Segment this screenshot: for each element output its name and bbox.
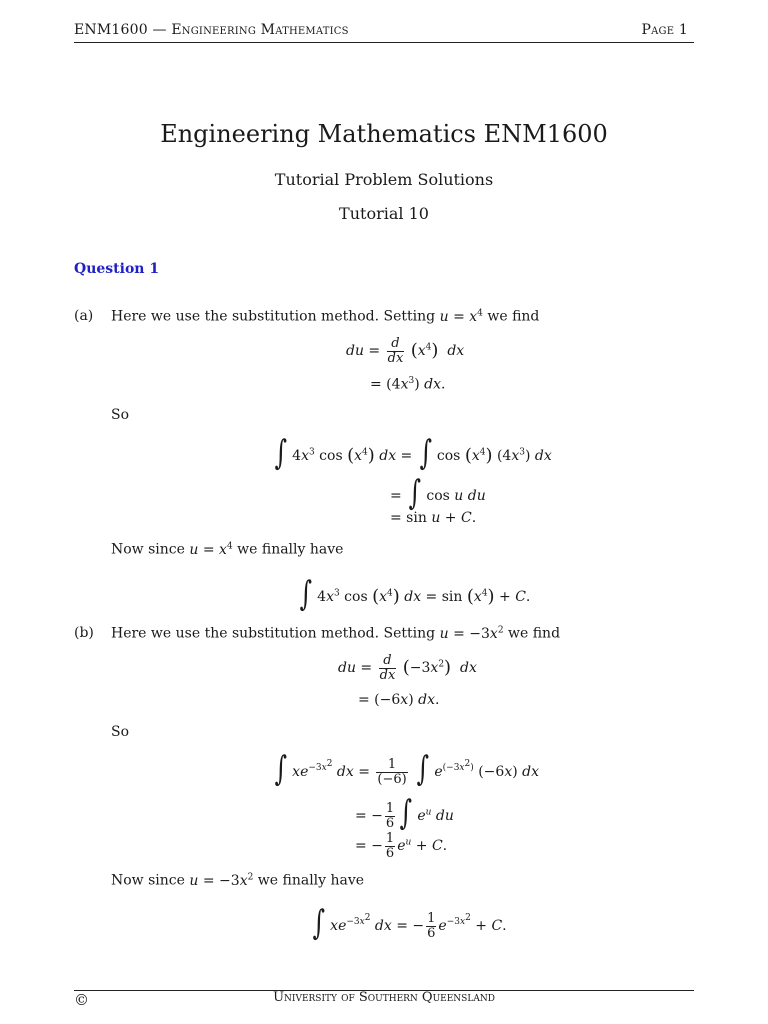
part-a-so: So	[111, 407, 130, 423]
document-subtitle: Tutorial Problem Solutions	[274, 170, 494, 189]
part-a-intro: Here we use the substitution method. Setting $u = x^4$ we find	[111, 308, 540, 325]
part-a-label: (a)	[74, 308, 94, 324]
page-number: Page 1	[641, 22, 688, 38]
part-b-label: (b)	[74, 625, 94, 641]
header-rule	[74, 42, 694, 43]
equation-integral-a-line3: = sin u + C.	[390, 510, 477, 526]
document-title: Engineering Mathematics ENM1600	[160, 120, 608, 148]
tutorial-number: Tutorial 10	[339, 204, 429, 223]
footer-university: University of Southern Queensland	[273, 990, 495, 1005]
equation-du-a-line2: = $(4x^3)$ dx.	[370, 376, 446, 393]
running-header	[74, 22, 349, 38]
equation-integral-a-line1: ∫ $4x^3$ $\cos (x^4)$ dx = ∫ $\cos (x^4)$ $(4x^3)$ dx	[274, 433, 552, 473]
equation-du-b-line1: du = $\frac{d}{dx}$ $(-3x^2)$ dx	[338, 653, 477, 683]
part-a-now-since: Now since $u = x^4$ we finally have	[111, 541, 344, 558]
equation-integral-b-line3: = − $\frac{1}{6}$ $e^u + C$.	[355, 831, 448, 861]
part-b-now-since: Now since $u = -3x^2$ we finally have	[111, 872, 365, 889]
equation-integral-b-line1: ∫ $xe^{-3x^2}$ dx = $\frac{1}{(-6)}$ ∫ $e^{(-3x^2)}$ (−6x) dx	[274, 749, 539, 789]
part-b-so: So	[111, 724, 130, 740]
equation-du-a-line1: du = $\frac{d}{dx}$ $(x^4)$ dx	[346, 336, 465, 366]
equation-result-a: ∫ $4x^3$ $\cos (x^4)$ dx = $\sin (x^4) + C$.	[299, 574, 531, 614]
header-course-code: ENM1600	[74, 22, 148, 38]
equation-integral-b-line2: = − $\frac{1}{6}$ ∫ $e^u$ du	[355, 793, 454, 833]
part-b-intro: Here we use the substitution method. Setting $u = -3x^2$ we find	[111, 625, 561, 642]
header-course-name: Engineering Mathematics	[171, 22, 349, 38]
equation-integral-a-line2: = ∫ cos u du	[390, 473, 486, 513]
equation-result-b: ∫ $xe^{-3x^2}$ dx = − $\frac{1}{6}$ $e^{-3x^2} + C$.	[312, 903, 507, 943]
header-dash: —	[152, 22, 167, 38]
equation-du-b-line2: = (−6x) dx.	[358, 692, 440, 708]
question-heading: Question 1	[74, 261, 160, 277]
copyright-symbol: ©	[74, 991, 89, 1009]
